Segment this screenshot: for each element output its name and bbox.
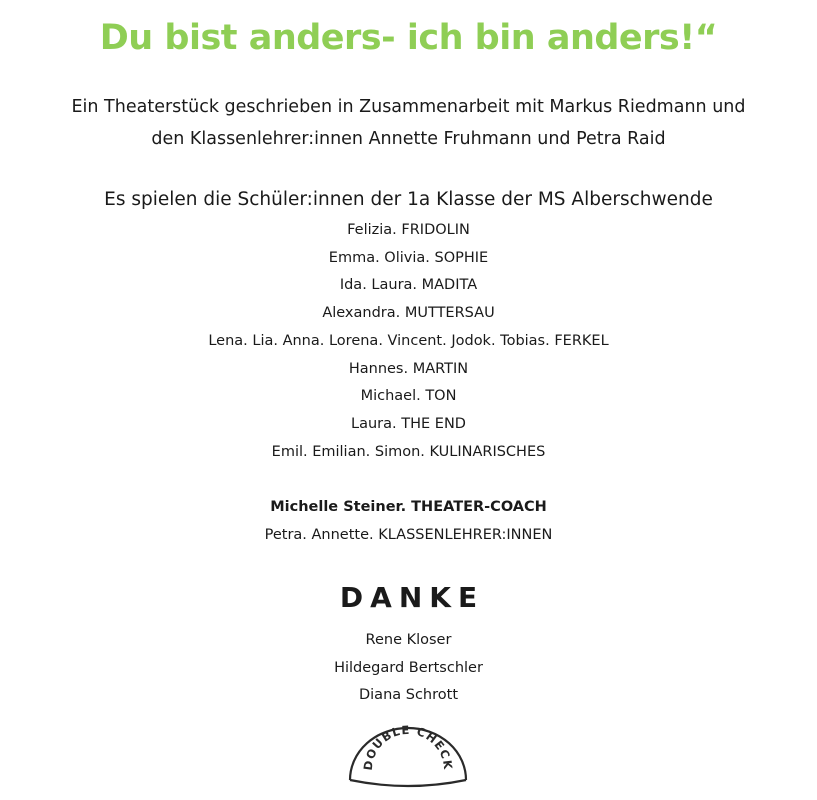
cast-heading: Es spielen die Schüler:innen der 1a Klasse der MS Alberschwende [104,189,713,210]
thanks-name: Diana Schrott [358,687,458,704]
thanks-name: Rene Kloser [365,632,452,648]
cast-item: Emil. Emilian. Simon. KULINARISCHES [271,443,546,460]
double-check-logo [342,720,474,788]
cast-list [0,217,817,466]
logo-text: DOUBLE CHECK [360,722,456,772]
cast-item: Emma. Olivia. SOPHIE [328,249,489,266]
cast-item: Felizia. FRIDOLIN [347,222,470,238]
crew-list [0,494,817,549]
intro-line-1: Ein Theaterstück geschrieben in Zusammenarbeit mit Markus Riedmann und [71,97,746,117]
cast-item: Lena. Lia. Anna. Lorena. Vincent. Jodok. Tobias. FERKEL [208,332,609,349]
cast-item: Hannes. MARTIN [348,360,469,377]
page-title: Du bist anders- ich bin anders!“ [99,18,718,58]
thanks-list [0,627,817,710]
double-check-logo-icon [342,720,474,788]
cast-item: Ida. Laura. MADITA [339,277,478,294]
theater-coach: Michelle Steiner. THEATER-COACH [270,499,547,515]
cast-item: Michael. TON [360,388,457,405]
thanks-name: Hildegard Bertschler [334,659,483,676]
cast-item: Alexandra. MUTTERSAU [322,305,495,322]
intro-paragraph [0,91,817,155]
class-teachers: Petra. Annette. KLASSENLEHRER:INNEN [264,526,553,543]
cast-item: Laura. THE END [351,415,466,432]
intro-line-2: den Klassenlehrer:innen Annette Fruhmann und Petra Raid [151,129,666,149]
thanks-heading: DANKE [339,581,485,614]
